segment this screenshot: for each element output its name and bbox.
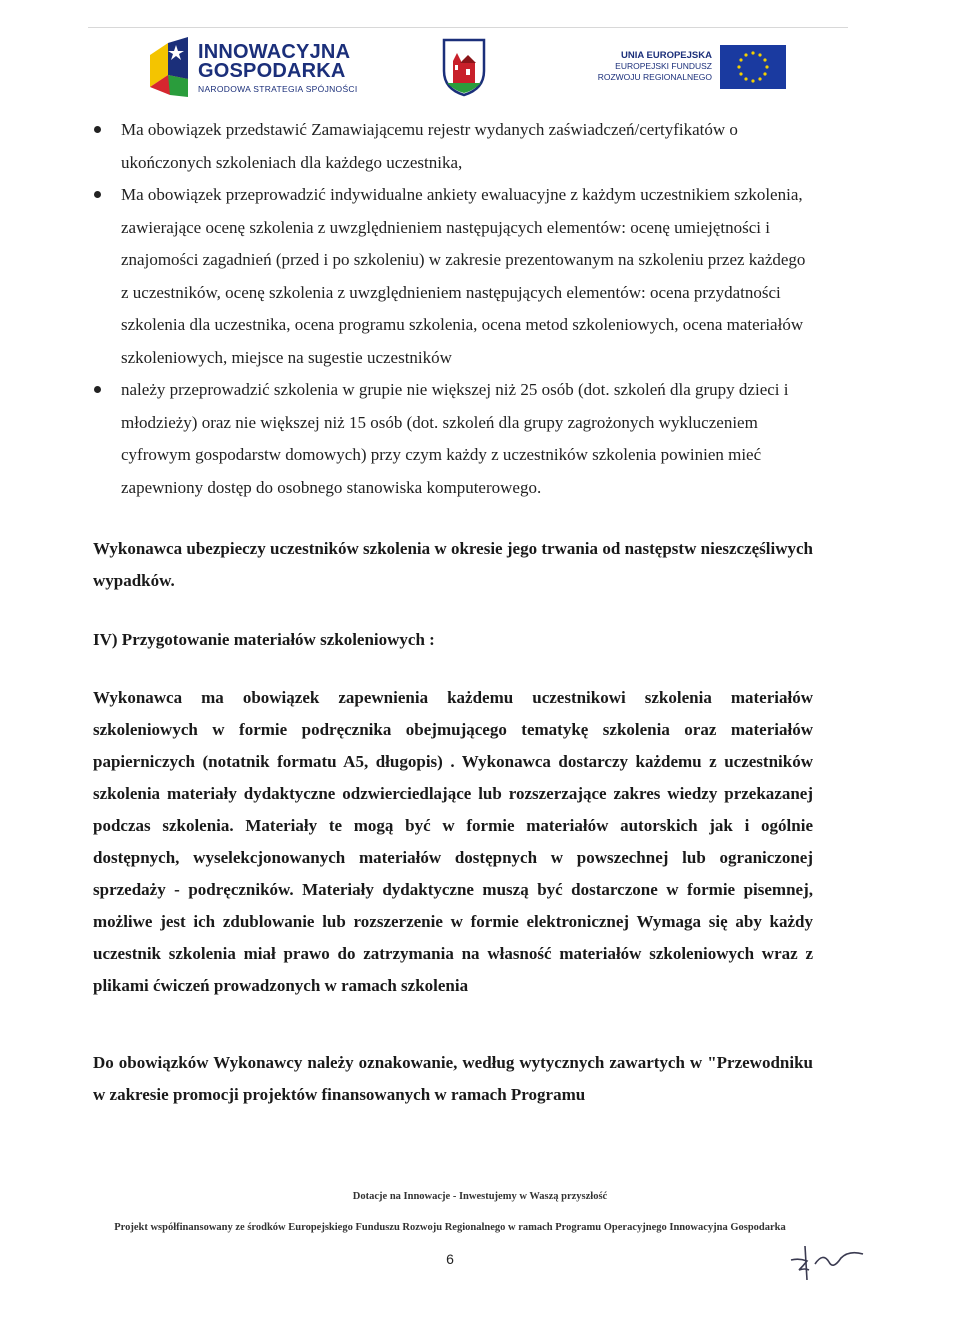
list-item [93, 114, 813, 179]
bullet-icon [94, 126, 101, 133]
eu-caption-line-2: EUROPEJSKI FUNDUSZ [615, 61, 712, 71]
handwritten-signature [785, 1240, 875, 1282]
bullet-icon [94, 191, 101, 198]
logo-title-line-1: INNOWACYJNA [198, 41, 351, 63]
logo-subtitle: NARODOWA STRATEGIA SPÓJNOŚCI [198, 84, 358, 94]
list-item-text: Ma obowiązek przeprowadzić indywidualne ankiety ewaluacyjne z każdym uczestnikiem szkolenia, zawierające ocenę szkolenia z uwzględnieniem następujących elementów: ocenę umiejętności i znajomości zagadnień (przed i po szkoleniu) w zakresie prezentowanym na szkoleniu przez każdego z uczestników, ocenę szkolenia z uwzględnieniem następujących elementów: ocena przydatności szkolenia dla uczestnika, ocena programu szkolenia, ocena metod szkoleniowych, ocena materiałów szkoleniowych, miejsce na sugestie uczestników [121, 185, 806, 367]
requirements-list [93, 114, 813, 504]
eu-flag-icon [720, 45, 786, 89]
eu-caption-line-1: UNIA EUROPEJSKA [621, 50, 712, 61]
list-item-text: Ma obowiązek przedstawić Zamawiającemu rejestr wydanych zaświadczeń/certyfikatów o ukończonych szkoleniach dla każdego uczestnika, [121, 120, 738, 172]
eu-fund-caption [560, 50, 712, 83]
footer-project-note: Projekt współfinansowany ze środków Europejskiego Funduszu Rozwoju Regionalnego w ramach Programu Operacyjnego Innowacyjna Gospodarka [114, 1222, 786, 1233]
list-item [93, 374, 813, 504]
innowacyjna-gospodarka-logo [128, 35, 368, 99]
list-item [93, 179, 813, 374]
insurance-paragraph: Wykonawca ubezpieczy uczestników szkolenia w okresie jego trwania od następstw nieszczęśliwych wypadków. [93, 539, 813, 590]
materials-paragraph: Wykonawca ma obowiązek zapewnienia każdemu uczestnikowi szkolenia materiałów szkoleniowych w formie podręcznika obejmującego tematykę szkolenia oraz materiałów papierniczych (notatnik formatu A5, długopis) . Wykonawca dostarczy każdemu z uczestników szkolenia materiały dydaktyczne odzwierciedlające lub rozszerzające zakres wiedzy przekazanej podczas szkolenia. Materiały te mogą być w formie materiałów autorskich jak i ogólnie dostępnych, wyselekcjonowanych materiałów dostępnych w powszechnej lub ograniczonej sprzedaży - podręczników. Materiały dydaktyczne muszą być dostarczone w formie pisemnej, możliwe jest ich zdublowanie lub rozszerzenie w formie elektronicznej Wymaga się aby każdy uczestnik szkolenia miał prawo do zatrzymania na własność materiałów szkoleniowych wraz z plikami ćwiczeń prowadzonych w ramach szkolenia [93, 688, 813, 995]
page-number: 6 [446, 1251, 454, 1267]
section-heading: IV) Przygotowanie materiałów szkoleniowych : [93, 630, 435, 649]
list-item-text: należy przeprowadzić szkolenia w grupie nie większej niż 25 osób (dot. szkoleń dla grupy dzieci i młodzieży) oraz nie większej niż 15 osób (dot. szkoleń dla grupy zagrożonych wykluczeniem cyfrowym gospodarstw domowych) przy czym każdy z uczestników szkolenia powinien mieć zapewniony dostęp do osobnego stanowiska komputerowego. [121, 380, 789, 497]
header-rule [88, 27, 848, 28]
innowacyjna-gospodarka-emblem-icon [148, 35, 192, 99]
eu-caption-line-3: ROZWOJU REGIONALNEGO [597, 72, 712, 82]
footer-slogan: Dotacje na Innowacje - Inwestujemy w Waszą przyszłość [352, 1191, 608, 1202]
promotion-paragraph: Do obowiązków Wykonawcy należy oznakowanie, według wytycznych zawartych w "Przewodniku w zakresie promocji projektów finansowanych w ramach Programu [93, 1053, 813, 1104]
page-content [93, 114, 813, 1128]
municipal-crest-icon [441, 37, 487, 97]
logo-title-line-2: GOSPODARKA [198, 60, 346, 82]
bullet-icon [94, 386, 101, 393]
